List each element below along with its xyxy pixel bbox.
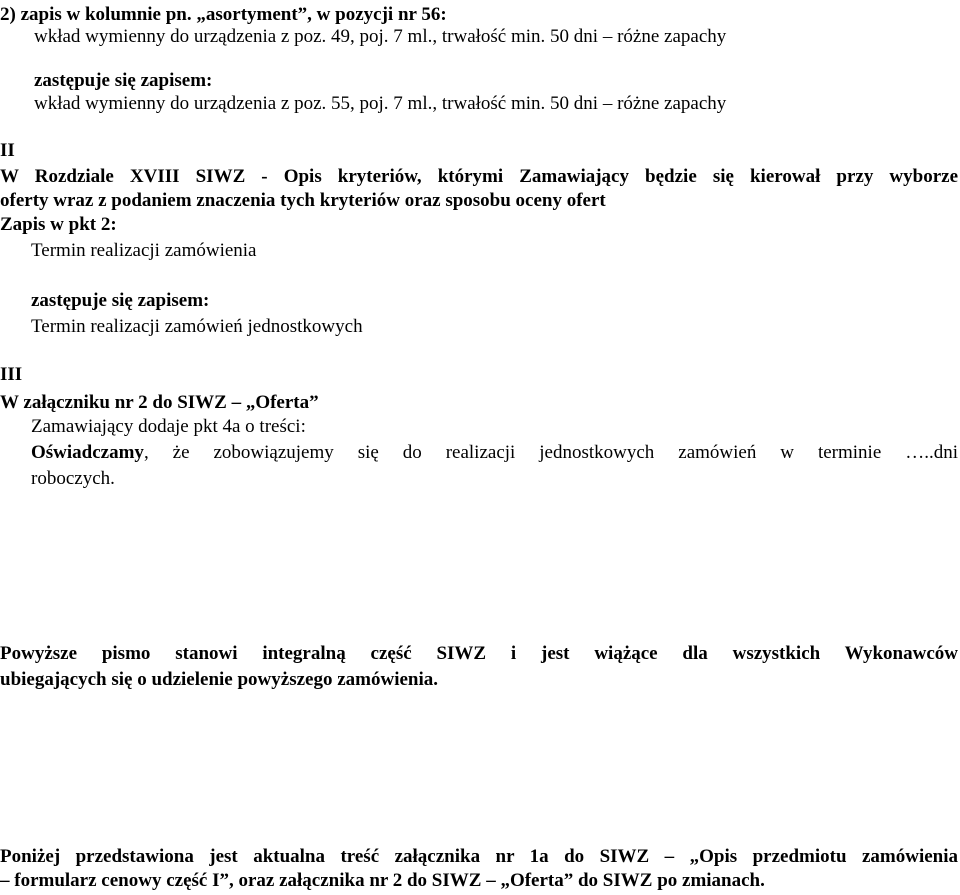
section-2-heading: 2) zapis w kolumnie pn. „asortyment”, w pozycji nr 56:	[0, 4, 447, 25]
section-iii-intro: Zamawiający dodaje pkt 4a o treści:	[31, 416, 306, 437]
section-ii-numeral: II	[0, 140, 15, 161]
section-iii-heading: W załączniku nr 2 do SIWZ – „Oferta”	[0, 392, 319, 413]
section-ii-old-text: Termin realizacji zamówienia	[31, 240, 257, 261]
section-iii-statement-rest: , że zobowiązujemy się do realizacji jednostkowych zamówień w terminie …..dni	[143, 442, 958, 463]
section-iii-statement-line2: roboczych.	[31, 468, 115, 489]
footer-line2: – formularz cenowy część I”, oraz załącznika nr 2 do SIWZ – „Oferta” do SIWZ po zmianach.	[0, 870, 765, 891]
section-ii-new-text: Termin realizacji zamówień jednostkowych	[31, 316, 363, 337]
section-iii-statement	[31, 442, 958, 464]
footer-line1: Poniżej przedstawiona jest aktualna treść załącznika nr 1a do SIWZ – „Opis przedmiotu zamówienia	[0, 846, 958, 867]
section-2-old-text: wkład wymienny do urządzenia z poz. 49, poj. 7 ml., trwałość min. 50 dni – różne zapachy	[34, 26, 727, 47]
section-ii-replace-label: zastępuje się zapisem:	[31, 290, 210, 311]
section-iii-statement-bold: Oświadczamy	[31, 442, 144, 463]
closing-line1: Powyższe pismo stanowi integralną część SIWZ i jest wiążące dla wszystkich Wykonawców	[0, 643, 958, 664]
section-ii-subheading: Zapis w pkt 2:	[0, 214, 117, 235]
section-iii-numeral: III	[0, 364, 23, 385]
closing-line2: ubiegających się o udzielenie powyższego zamówienia.	[0, 669, 439, 690]
section-ii-heading-line1: W Rozdziale XVIII SIWZ - Opis kryteriów, którymi Zamawiający będzie się kierował przy wyborze	[0, 166, 958, 187]
section-2-replace-label: zastępuje się zapisem:	[34, 70, 213, 91]
section-2-new-text: wkład wymienny do urządzenia z poz. 55, poj. 7 ml., trwałość min. 50 dni – różne zapachy	[34, 93, 727, 114]
section-ii-heading-line2: oferty wraz z podaniem znaczenia tych kryteriów oraz sposobu oceny ofert	[0, 190, 606, 211]
